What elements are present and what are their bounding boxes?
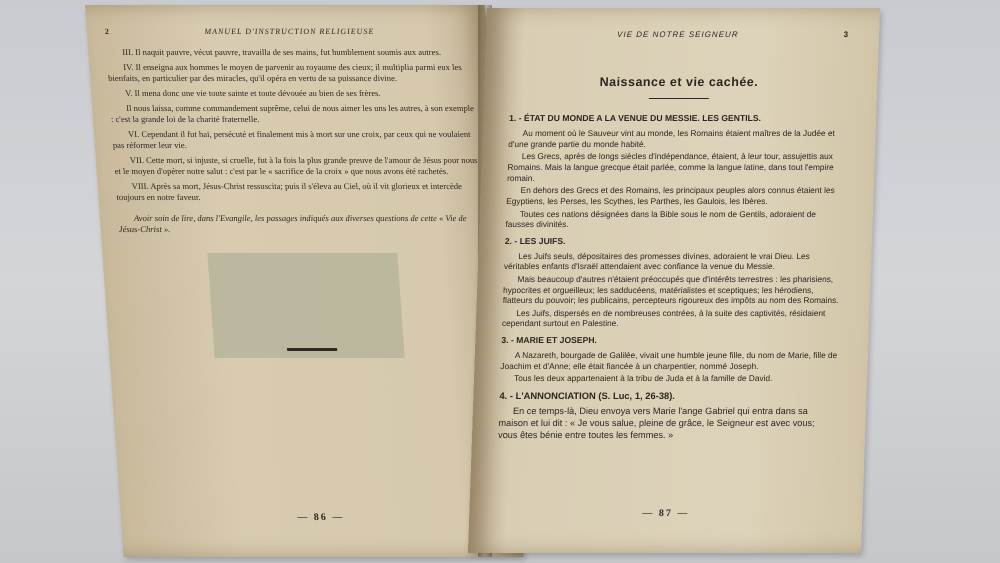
left-paragraph: VII. Cette mort, si injuste, si cruelle, fut à la fois la plus grande preuve de l'amour de Jésus pour nous et le moyen d'opérer notre salut : c'est par le « sacrifice de la croix » que nous avons été rachetés. [114, 155, 478, 177]
section-paragraph: En dehors des Grecs et des Romains, les principaux peuples alors connus étaient les Egyptiens, les Perses, les Scythes, les Parthes, les Gaulois, les Ibères. [506, 185, 835, 206]
section-paragraph: Les Juifs seuls, dépositaires des promesses divines, adoraient le vrai Dieu. Les véritables enfants d'Israël attendaient avec confiance la venue du Messie. [503, 250, 810, 272]
section-paragraph: Mais beaucoup d'autres n'étaient préoccupés que d'intérêts terrestres : les pharisiens, hypocrites et orgueilleux; les sadducéens, matérialistes et sceptiques; les hérodiens, flatteurs du pouvoir; les publicains, percepteurs rigoureux des impôts au nom des Romains. [502, 273, 839, 306]
section-paragraph: En ce temps-là, Dieu envoya vers Marie l'ange Gabriel qui entra dans sa maison et lui dit : « Je vous salue, pleine de grâce, le Seigneur est avec vous; vous êtes bénie entre toutes les femmes. » [497, 405, 815, 440]
left-paragraphs [106, 47, 481, 203]
section-4 [498, 390, 837, 442]
left-running-header: MANUEL D'INSTRUCTION RELIGIEUSE [204, 27, 375, 36]
section-2 [502, 236, 842, 329]
right-page [468, 8, 880, 553]
reading-instruction: Avoir soin de lire, dans l'Evangile, les passages indiqués aux diverses questions de cette « Vie de Jésus-Christ ». [118, 213, 467, 235]
left-page-number: 2 [104, 27, 111, 36]
section-paragraph: Au moment où le Sauveur vint au monde, les Romains étaient maîtres de la Judée et d'une grande partie du monde habité. [508, 128, 836, 149]
section-paragraph: Toutes ces nations désignées dans la Bible sous le nom de Gentils, adoraient de fausses divinités. [505, 208, 817, 230]
left-paragraph: III. Il naquit pauvre, vécut pauvre, travailla de ses mains, fut humblement soumis aux autres. [121, 47, 442, 58]
left-paragraph: VI. Cependant il fut haï, persécuté et finalement mis à mort sur une croix, par ceux qui ne voulaient pas réformer leur vie. [112, 129, 471, 151]
section-heading: 3. - MARIE ET JOSEPH. [501, 334, 598, 345]
right-page-footer: — 87 — [642, 508, 690, 519]
section-heading: 1. - ÉTAT DU MONDE A LA VENUE DU MESSIE. LES GENTILS. [508, 113, 762, 124]
left-page-header [105, 27, 470, 37]
right-page-content [494, 8, 850, 553]
left-page [85, 5, 524, 557]
faded-illustration [207, 253, 404, 358]
section-paragraph: A Nazareth, bourgade de Galilée, vivait une humble jeune fille, du nom de Marie, fille de Joachim et d'Anne; elle était fiancée à un charpentier, nommé Joseph. [500, 349, 838, 371]
section-3 [500, 335, 839, 384]
illustration-rule [287, 348, 337, 351]
right-page-number: 3 [843, 30, 850, 39]
chapter-title: Naissance et vie cachée. [599, 75, 759, 90]
left-paragraph: V. Il mena donc une vie toute sainte et toute dévouée au bien de ses frères. [124, 88, 381, 99]
right-page-header [512, 30, 849, 40]
left-page-footer: — 86 — [296, 512, 345, 523]
left-paragraph: VIII. Après sa mort, Jésus-Christ ressuscita; puis il s'éleva au Ciel, où il vit glorieux et intercède toujours en notre faveur. [116, 181, 463, 203]
section-paragraph: Tous les deux appartenaient à la tribu de Juda et à la famille de David. [513, 373, 773, 384]
section-paragraph: Les Grecs, après de longs siècles d'indépendance, étaient, à leur tour, assujettis aux Romains. Mais la langue grecque était parlée, comme la langue latine, dans tout l'empire romain. [506, 151, 834, 183]
section-1 [505, 113, 846, 229]
right-running-header: VIE DE NOTRE SEIGNEUR [616, 30, 739, 39]
title-rule [648, 98, 708, 99]
section-paragraph: Les Juifs, dispersés en de nombreuses contrées, à la suite des captivités, résidaient cependant surtout en Palestine. [501, 307, 826, 329]
section-heading: 2. - LES JUIFS. [504, 235, 566, 246]
left-paragraph: Il nous laissa, comme commandement suprême, celui de nous aimer les uns les autres, à son exemple : c'est la grande loi de la charité fraternelle. [110, 103, 475, 125]
left-paragraph: IV. Il enseigna aux hommes le moyen de parvenir au royaume des cieux; il multiplia parmi eux les bienfaits, en particulier par des miracles, qu'il opéra en vertu de sa puissance divine. [107, 62, 462, 84]
section-heading: 4. - L'ANNONCIATION (S. Luc, 1, 26-38). [499, 389, 676, 401]
